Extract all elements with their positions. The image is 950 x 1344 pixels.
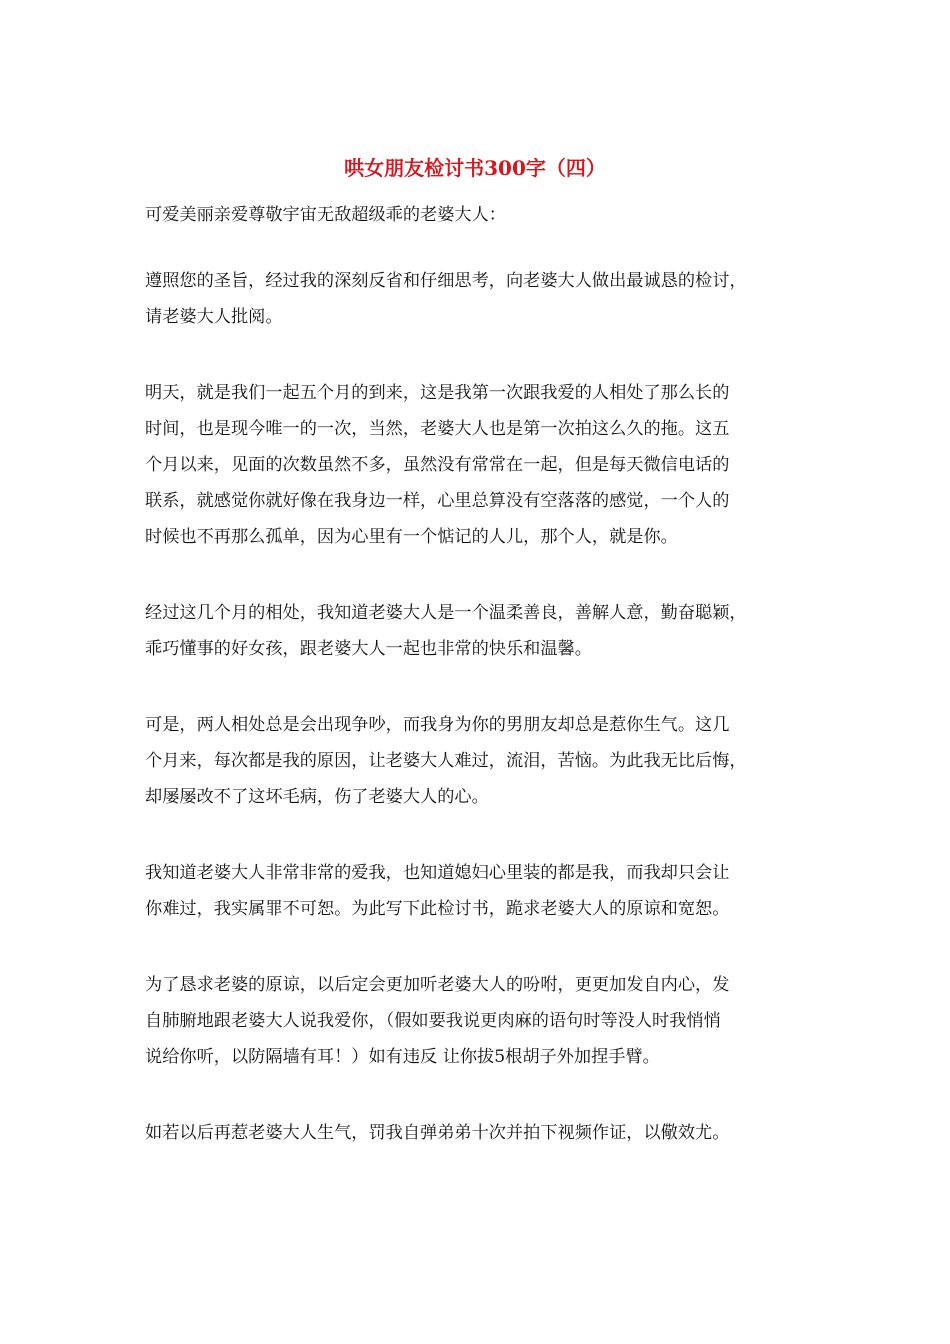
paragraph-line: 时候也不再那么孤单，因为心里有一个惦记的人儿，那个人，就是你。 xyxy=(145,527,678,547)
document-body xyxy=(145,197,813,1191)
paragraph-line: 经过这几个月的相处，我知道老婆大人是一个温柔善良，善解人意，勤奋聪颖， xyxy=(145,603,747,623)
paragraph xyxy=(145,855,813,927)
paragraph-line: 乖巧懂事的好女孩，跟老婆大人一起也非常的快乐和温馨。 xyxy=(145,639,592,659)
paragraph-line: 个月来，每次都是我的原因，让老婆大人难过，流泪，苦恼。为此我无比后悔， xyxy=(145,751,747,771)
paragraph-line: 可是，两人相处总是会出现争吵，而我身为你的男朋友却总是惹你生气。这几 xyxy=(145,715,730,735)
paragraph-line: 说给你听，以防隔墙有耳！）如有违反 让你拔5根胡子外加捏手臂。 xyxy=(145,1047,660,1067)
paragraph xyxy=(145,263,813,335)
paragraph-line: 如若以后再惹老婆大人生气，罚我自弹弟弟十次并拍下视频作证，以儆效尤。 xyxy=(145,1123,730,1143)
paragraph-line: 遵照您的圣旨，经过我的深刻反省和仔细思考，向老婆大人做出最诚恳的检讨， xyxy=(145,271,747,291)
paragraph xyxy=(145,1115,813,1151)
paragraph-line: 自肺腑地跟老婆大人说我爱你，（假如要我说更肉麻的语句时等没人时我悄悄 xyxy=(145,1011,721,1031)
salutation-line: 可爱美丽亲爱尊敬宇宙无敌超级乖的老婆大人： xyxy=(145,205,506,225)
paragraph-list xyxy=(145,263,813,1151)
paragraph-line: 明天，就是我们一起五个月的到来，这是我第一次跟我爱的人相处了那么长的 xyxy=(145,383,730,403)
paragraph-line: 联系，就感觉你就好像在我身边一样，心里总算没有空落落的感觉，一个人的 xyxy=(145,491,730,511)
paragraph-line: 个月以来，见面的次数虽然不多，虽然没有常常在一起，但是每天微信电话的 xyxy=(145,455,730,475)
paragraph xyxy=(145,967,813,1075)
paragraph-line: 你难过，我实属罪不可恕。为此写下此检讨书，跪求老婆大人的原谅和宽恕。 xyxy=(145,899,730,919)
paragraph-line: 为了恳求老婆的原谅，以后定会更加听老婆大人的吩咐，更更加发自内心，发 xyxy=(145,975,730,995)
document-title: 哄女朋友检讨书300字（四） xyxy=(344,156,606,180)
paragraph-line: 却屡屡改不了这坏毛病，伤了老婆大人的心。 xyxy=(145,787,489,807)
paragraph xyxy=(145,595,813,667)
paragraph-line: 我知道老婆大人非常非常的爱我，也知道媳妇心里装的都是我，而我却只会让 xyxy=(145,863,730,883)
paragraph xyxy=(145,375,813,555)
paragraph xyxy=(145,707,813,815)
salutation-paragraph xyxy=(145,197,813,233)
paragraph-line: 请老婆大人批阅。 xyxy=(145,307,283,327)
paragraph-line: 时间，也是现今唯一的一次，当然，老婆大人也是第一次拍这么久的拖。这五 xyxy=(145,419,730,439)
